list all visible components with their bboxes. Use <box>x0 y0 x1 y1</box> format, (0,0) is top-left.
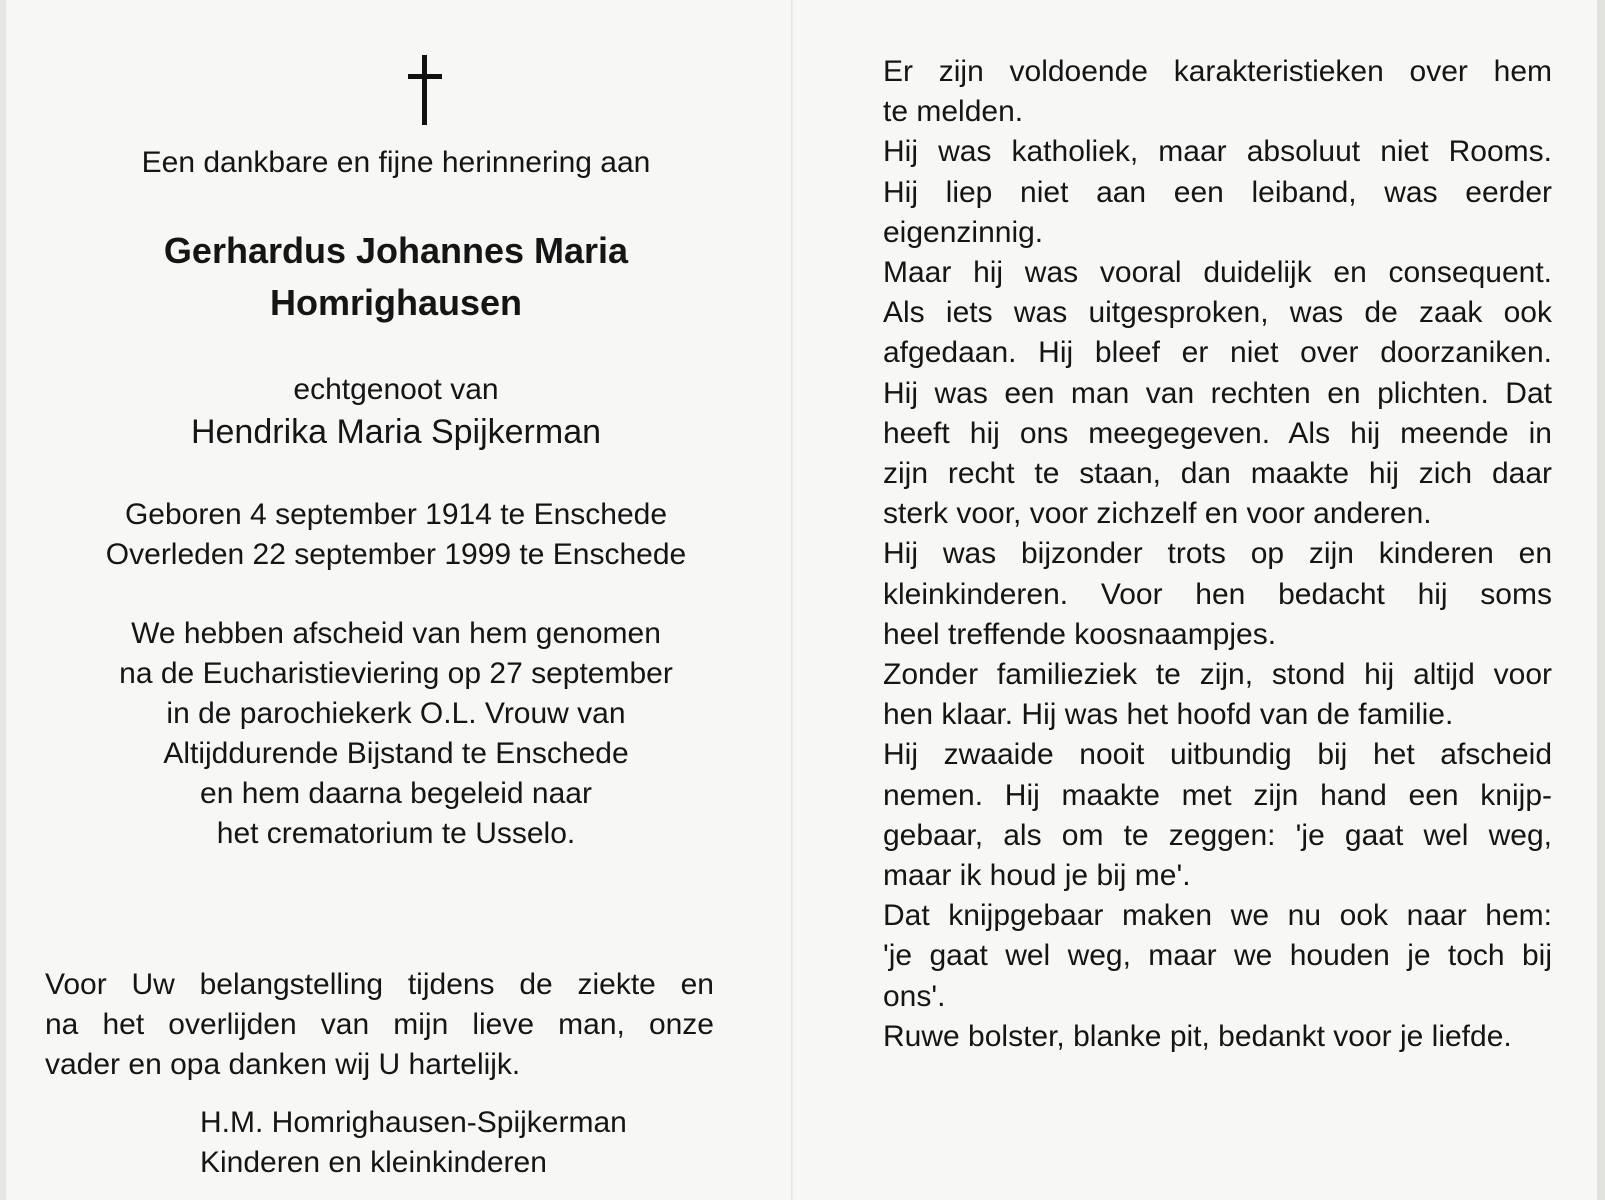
right-edge-shadow <box>1597 0 1605 1200</box>
body-line: sterk voor, voor zichzelf en voor anderen. <box>883 497 1432 531</box>
spouse-name: Hendrika Maria Spijkerman <box>190 413 602 451</box>
farewell-line: en hem daarna begeleid naar <box>200 777 592 810</box>
body-line: Hij was bijzonder trots op zijn kinderen en <box>883 537 1552 571</box>
spouse-label: echtgenoot van <box>293 373 499 406</box>
body-line: zijn recht te staan, dan maakte hij zich daar <box>883 457 1552 491</box>
body-line: Dat knijpgebaar maken we nu ook naar hem: <box>883 899 1552 933</box>
body-line: gebaar, als om te zeggen: 'je gaat wel weg, <box>883 818 1552 852</box>
body-line: 'je gaat wel weg, maar we houden je toch bij <box>883 939 1552 973</box>
body-line: Als iets was uitgesproken, was de zaak ook <box>883 296 1552 330</box>
body-line: afgedaan. Hij bleef er niet over doorzaniken. <box>883 336 1552 370</box>
farewell-text <box>40 614 752 854</box>
farewell-line: het crematorium te Usselo. <box>216 817 576 850</box>
body-line: ons'. <box>883 979 946 1013</box>
card-fold <box>791 0 793 1200</box>
body-line: Hij liep niet aan een leiband, was eerder <box>883 175 1552 209</box>
cross-icon <box>408 55 442 125</box>
farewell-line: We hebben afscheid van hem genomen <box>131 617 661 650</box>
body-line: nemen. Hij maakte met zijn hand een knijp- <box>883 778 1552 812</box>
body-line: Hij was een man van rechten en plichten. Dat <box>883 376 1552 410</box>
body-line: Ruwe bolster, blanke pit, bedankt voor je liefde. <box>883 1019 1512 1053</box>
signoff-line: Kinderen en kleinkinderen <box>200 1146 547 1179</box>
body-line: heel treffende koosnaampjes. <box>883 617 1277 651</box>
intro-text: Een dankbare en fijne herinnering aan <box>141 146 651 179</box>
body-line: hen klaar. Hij was het hoofd van de familie. <box>883 698 1454 732</box>
body-line: kleinkinderen. Voor hen bedacht hij soms <box>883 577 1552 611</box>
right-page-text <box>883 52 1552 1057</box>
body-line: Hij zwaaide nooit uitbundig bij het afscheid <box>883 738 1552 772</box>
thanks-line: vader en opa danken wij U hartelijk. <box>45 1048 521 1081</box>
farewell-line: na de Eucharistieviering op 27 september <box>119 657 673 690</box>
left-page <box>40 0 752 1200</box>
body-line: eigenzinnig. <box>883 215 1044 249</box>
death-date: Overleden 22 september 1999 te Enschede <box>105 538 687 571</box>
thanks-line: na het overlijden van mijn lieve man, onze <box>45 1008 714 1041</box>
signoff <box>200 1103 627 1183</box>
left-edge-shadow <box>0 0 6 1200</box>
birth-date: Geboren 4 september 1914 te Enschede <box>124 498 668 531</box>
body-line: Hij was katholiek, maar absoluut niet Rooms. <box>883 135 1552 169</box>
body-line: Zonder familieziek te zijn, stond hij altijd voor <box>883 658 1552 692</box>
body-line: Er zijn voldoende karakteristieken over hem <box>883 55 1552 88</box>
body-line: Maar hij was vooral duidelijk en consequent. <box>883 256 1552 290</box>
body-line: maar ik houd je bij me'. <box>883 859 1191 893</box>
thanks-text <box>45 965 714 1085</box>
thanks-line: Voor Uw belangstelling tijdens de ziekte en <box>45 968 714 1001</box>
signoff-line: H.M. Homrighausen-Spijkerman <box>200 1106 627 1139</box>
deceased-name <box>40 225 752 329</box>
body-line: te melden. <box>883 95 1024 129</box>
name-line-2: Homrighausen <box>269 282 523 323</box>
farewell-line: in de parochiekerk O.L. Vrouw van <box>166 697 626 730</box>
body-line: heeft hij ons meegegeven. Als hij meende in <box>883 416 1552 450</box>
life-dates <box>40 495 752 575</box>
name-line-1: Gerhardus Johannes Maria <box>163 230 629 271</box>
farewell-line: Altijddurende Bijstand te Enschede <box>163 737 629 770</box>
